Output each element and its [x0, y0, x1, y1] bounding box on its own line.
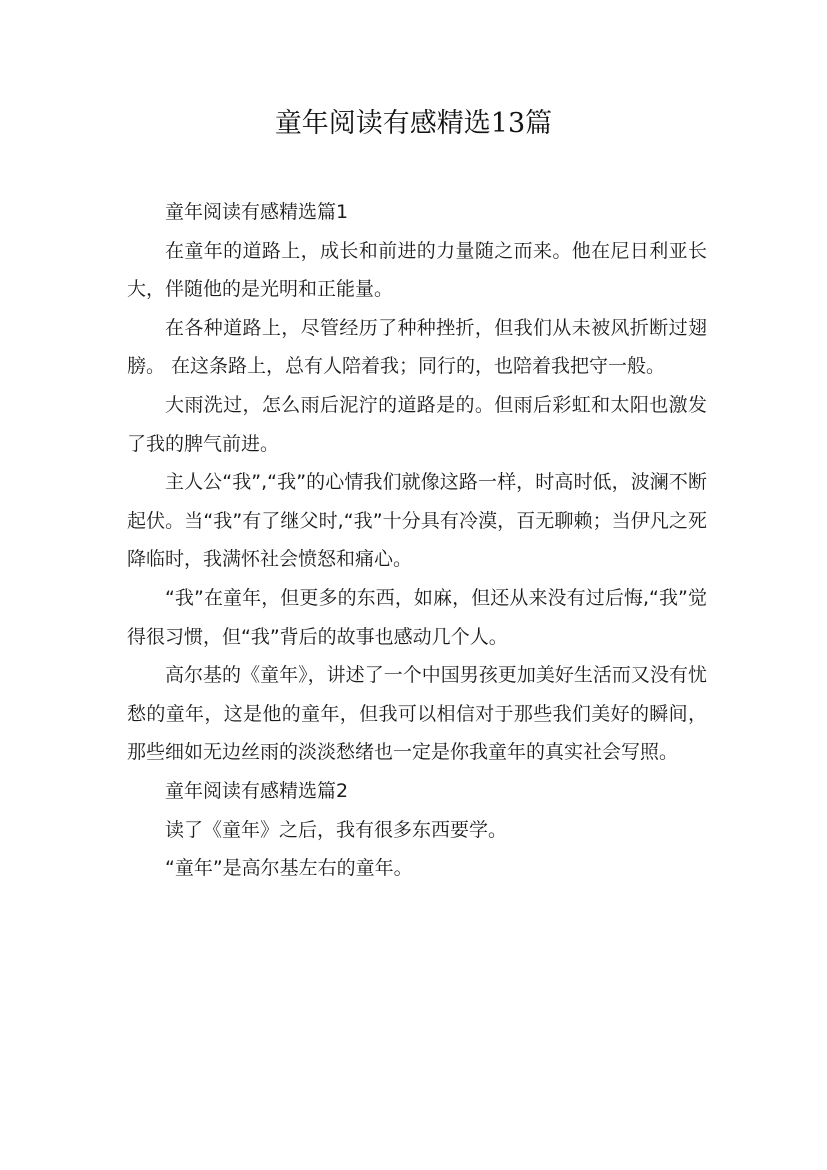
- document-body: [127, 193, 707, 888]
- document-title: 童年阅读有感精选13篇: [274, 108, 553, 139]
- paragraph: 大雨洗过，怎么雨后泥泞的道路是的。但雨后彩虹和太阳也激发了我的脾气前进。: [127, 393, 707, 455]
- section-heading: 童年阅读有感精选篇2: [165, 779, 349, 802]
- section-heading: 童年阅读有感精选篇1: [165, 201, 349, 223]
- paragraph: 读了《童年》之后，我有很多东西要学。: [165, 818, 508, 841]
- paragraph: 主人公“我”,“我”的心情我们就像这路一样，时高时低，波澜不断起伏。当“我”有了继父时,“我”十分具有冷漠，百无聊赖；当伊凡之死降临时，我满怀社会愤怒和痛心。: [127, 471, 707, 571]
- paragraph: 高尔基的《童年》，讲述了一个中国男孩更加美好生活而又没有忧愁的童年，这是他的童年，但我可以相信对于那些我们美好的瞬间，那些细如无边丝雨的淡淡愁绪也一定是你我童年的真实社会写照。: [127, 664, 707, 764]
- paragraph: 在童年的道路上，成长和前进的力量随之而来。他在尼日利亚长大，伴随他的是光明和正能量。: [127, 239, 707, 301]
- paragraph: “我”在童年，但更多的东西，如麻，但还从来没有过后悔,“我”觉得很习惯，但“我”背后的故事也感动几个人。: [127, 586, 707, 648]
- paragraph: “童年”是高尔基左右的童年。: [165, 857, 413, 880]
- paragraph: 在各种道路上，尽管经历了种种挫折，但我们从未被风折断过翅膀。 在这条路上，总有人陪着我；同行的，也陪着我把守一般。: [127, 316, 707, 378]
